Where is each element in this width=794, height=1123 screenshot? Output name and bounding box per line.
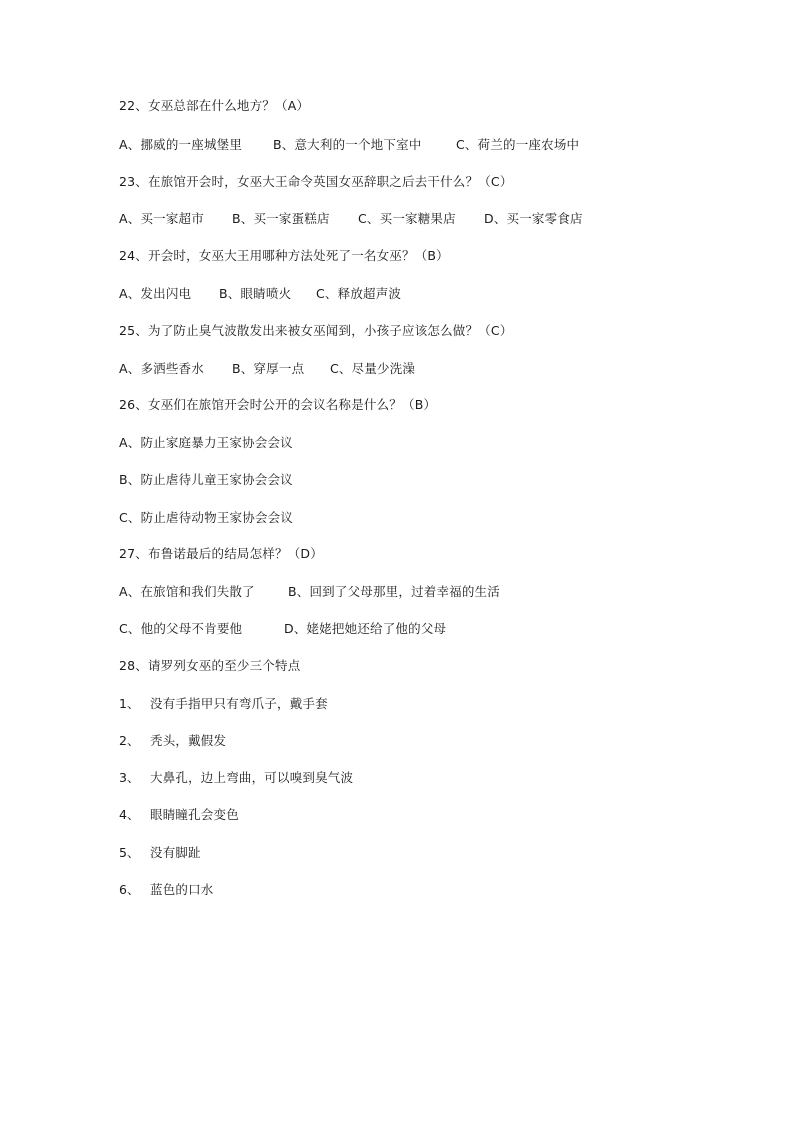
q28-item-text: 眼睛瞳孔会变色 [150, 807, 239, 822]
question-24: 24、开会时，女巫大王用哪种方法处死了一名女巫？（B） [119, 248, 449, 263]
q23-option-a: A、买一家超市 [119, 211, 204, 226]
q28-item-number: 1、 [119, 696, 140, 711]
question-28: 28、请罗列女巫的至少三个特点 [119, 658, 301, 673]
q28-item-number: 6、 [119, 882, 140, 897]
q22-option-a: A、挪威的一座城堡里 [119, 137, 243, 152]
question-26: 26、女巫们在旅馆开会时公开的会议名称是什么？（B） [119, 397, 437, 412]
q24-option-c: C、释放超声波 [316, 286, 402, 301]
q28-item-text: 没有脚趾 [150, 845, 201, 860]
q28-item-number: 2、 [119, 733, 140, 748]
q28-item-text: 大鼻孔，边上弯曲，可以嗅到臭气波 [150, 770, 354, 785]
q25-option-a: A、多洒些香水 [119, 361, 204, 376]
q27-option-b: B、回到了父母那里，过着幸福的生活 [288, 584, 500, 599]
q26-option-b: B、防止虐待儿童王家协会会议 [119, 472, 293, 487]
q28-item-text: 没有手指甲只有弯爪子，戴手套 [150, 696, 328, 711]
q22-option-b: B、意大利的一个地下室中 [273, 137, 422, 152]
q24-option-a: A、发出闪电 [119, 286, 192, 301]
q28-item-number: 4、 [119, 807, 140, 822]
q28-item-text: 秃头，戴假发 [150, 733, 227, 748]
question-23: 23、在旅馆开会时，女巫大王命令英国女巫辞职之后去干什么？（C） [119, 174, 513, 189]
q24-option-b: B、眼睛喷火 [219, 286, 292, 301]
q23-option-c: C、买一家糖果店 [358, 211, 456, 226]
q22-option-c: C、荷兰的一座农场中 [456, 137, 580, 152]
q27-option-a: A、在旅馆和我们失散了 [119, 584, 255, 599]
q25-option-b: B、穿厚一点 [232, 361, 305, 376]
q28-item-number: 3、 [119, 770, 140, 785]
q28-item-text: 蓝色的口水 [150, 882, 214, 897]
q27-option-d: D、姥姥把她还给了他的父母 [284, 621, 447, 636]
q23-option-d: D、买一家零食店 [484, 211, 583, 226]
question-25: 25、为了防止臭气波散发出来被女巫闻到，小孩子应该怎么做？（C） [119, 323, 513, 338]
q26-option-a: A、防止家庭暴力王家协会会议 [119, 435, 293, 450]
q23-option-b: B、买一家蛋糕店 [232, 211, 330, 226]
q26-option-c: C、防止虐待动物王家协会会议 [119, 510, 294, 525]
question-22: 22、女巫总部在什么地方？（A） [119, 98, 310, 113]
q28-item-number: 5、 [119, 845, 140, 860]
q25-option-c: C、尽量少洗澡 [330, 361, 416, 376]
question-27: 27、布鲁诺最后的结局怎样？（D） [119, 546, 323, 561]
q27-option-c: C、他的父母不肯要他 [119, 621, 243, 636]
